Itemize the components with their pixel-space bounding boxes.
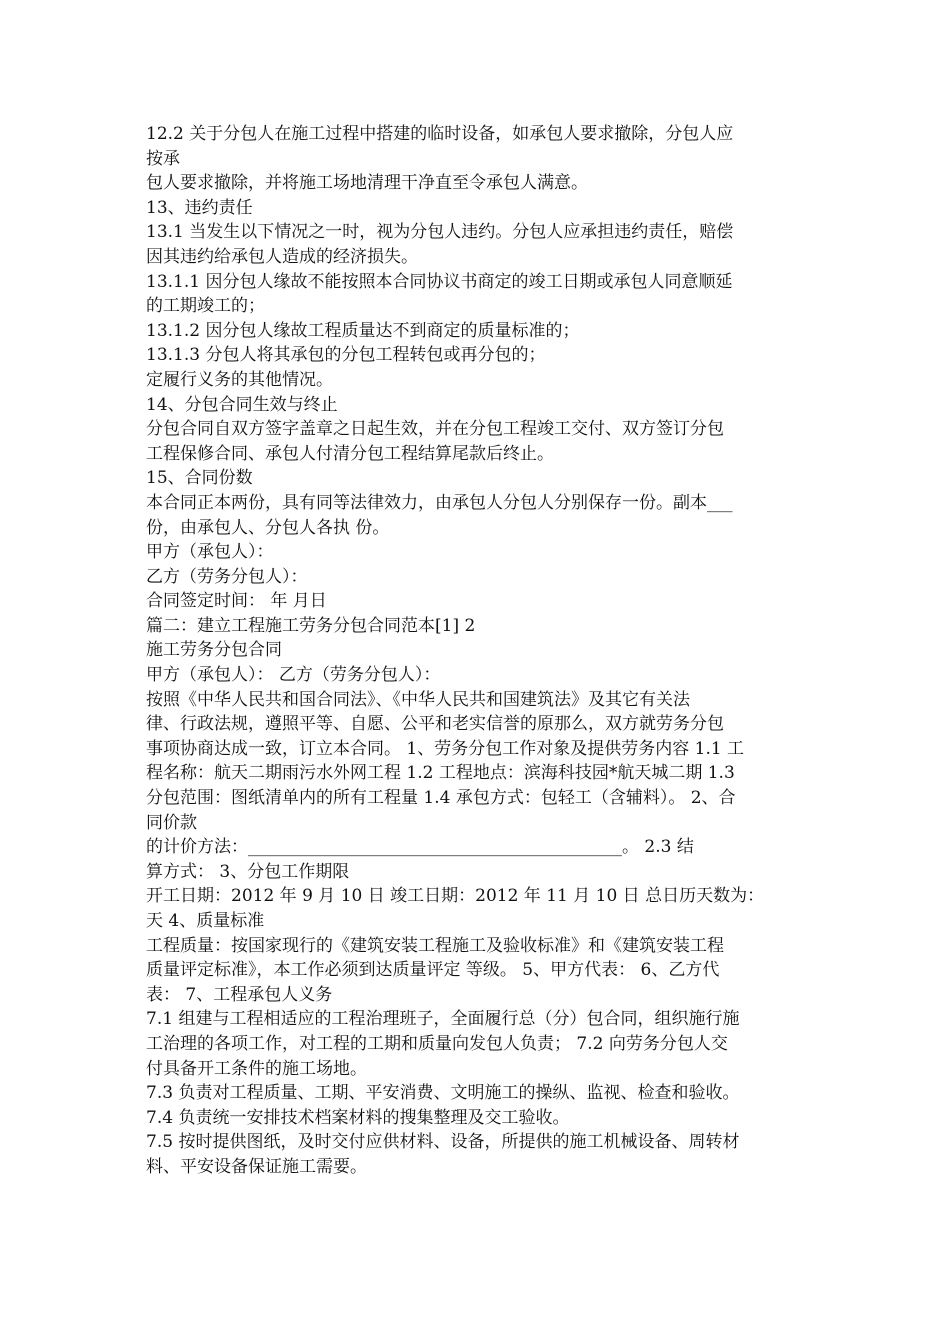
text-line: 工治理的各项工作，对工程的工期和质量向发包人负责； 7.2 向劳务分包人交 <box>146 1033 728 1054</box>
contract-title: 施工劳务分包合同 <box>146 640 282 661</box>
text-line: 的工期竣工的； <box>146 296 265 317</box>
text-line: 表： 7、工程承包人义务 <box>146 984 333 1005</box>
text-line: 质量评定标准》，本工作必须到达质量评定 等级。 5、甲方代表： 6、乙方代 <box>146 960 720 981</box>
signing-date-label: 合同签定时间： 年 月日 <box>146 591 327 612</box>
text-line: 定履行义务的其他情况。 <box>146 369 333 390</box>
text-line: 12.2 关于分包人在施工过程中搭建的临时设备，如承包人要求撤除，分包人应 <box>146 124 734 144</box>
text-line: 7.4 负责统一安排技术档案材料的搜集整理及交工验收。 <box>146 1107 570 1128</box>
text-line: 天 4、质量标准 <box>146 911 265 931</box>
text-line: 料、平安设备保证施工需要。 <box>146 1156 367 1177</box>
text-line: 7.3 负责对工程质量、工期、平安消费、文明施工的操纵、监视、检查和验收。 <box>146 1083 740 1104</box>
text-line: 工程保修合同、承包人付清分包工程结算尾款后终止。 <box>146 443 554 464</box>
text-line: 律、行政法规，遵照平等、自愿、公平和老实信誉的原那么，双方就劳务分包 <box>146 714 724 735</box>
text-line: 按承 <box>146 148 180 169</box>
text-line: 的计价方法：____________________________________________。 2.3 结 <box>146 837 694 858</box>
text-line: 因其违约给承包人造成的经济损失。 <box>146 246 418 267</box>
document-body <box>146 122 808 1180</box>
text-line: 13.1.3 分包人将其承包的分包工程转包或再分包的； <box>146 345 546 366</box>
text-line: 按照《中华人民共和国合同法》、《中华人民共和国建筑法》及其它有关法 <box>146 689 690 710</box>
text-line: 分包范围：图纸清单内的所有工程量 1.4 承包方式：包轻工（含辅料）。 2、合 <box>146 788 736 809</box>
text-line: 本合同正本两份，具有同等法律效力，由承包人分包人分别保存一份。副本___ <box>146 492 733 513</box>
text-line: 13.1 当发生以下情况之一时，视为分包人违约。分包人应承担违约责任，赔偿 <box>146 222 734 243</box>
text-line: 包人要求撤除，并将施工场地清理干净直至令承包人满意。 <box>146 173 588 194</box>
text-line: 程名称：航天二期雨污水外网工程 1.2 工程地点：滨海科技园*航天城二期 1.3 <box>146 763 735 784</box>
party-a-label: 甲方（承包人）： <box>146 542 274 563</box>
section-heading: 15、合同份数 <box>146 468 253 489</box>
text-line: 付具备开工条件的施工场地。 <box>146 1058 367 1079</box>
text-line: 7.5 按时提供图纸，及时交付应供材料、设备，所提供的施工机械设备、周转材 <box>146 1132 740 1153</box>
text-line: 同价款 <box>146 812 197 833</box>
text-line: 13.1.1 因分包人缘故不能按照本合同协议书商定的竣工日期或承包人同意顺延 <box>146 271 733 292</box>
party-b-label: 乙方（劳务分包人）： <box>146 566 308 587</box>
parties-line: 甲方（承包人）： 乙方（劳务分包人）： <box>146 665 441 686</box>
text-line: 份，由承包人、分包人各执 份。 <box>146 517 390 538</box>
text-line: 工程质量：按国家现行的《建筑安装工程施工及验收标准》和《建筑安装工程 <box>146 935 724 956</box>
section-heading: 14、分包合同生效与终止 <box>146 394 338 415</box>
section-heading: 13、违约责任 <box>146 197 253 218</box>
text-line: 算方式： 3、分包工作期限 <box>146 861 350 882</box>
chapter-title: 篇二：建立工程施工劳务分包合同范本[1] 2 <box>146 615 476 636</box>
text-line: 分包合同自双方签字盖章之日起生效，并在分包工程竣工交付、双方签订分包 <box>146 419 724 440</box>
text-line: 事项协商达成一致，订立本合同。 1、劳务分包工作对象及提供劳务内容 1.1 工 <box>146 738 745 759</box>
text-line: 7.1 组建与工程相适应的工程治理班子，全面履行总（分）包合同，组织施行施 <box>146 1009 740 1030</box>
text-line: 13.1.2 因分包人缘故工程质量达不到商定的质量标准的； <box>146 320 580 341</box>
text-line: 开工日期：2012 年 9 月 10 日 竣工日期：2012 年 11 月 10 日 总日历天数为： <box>146 886 765 907</box>
